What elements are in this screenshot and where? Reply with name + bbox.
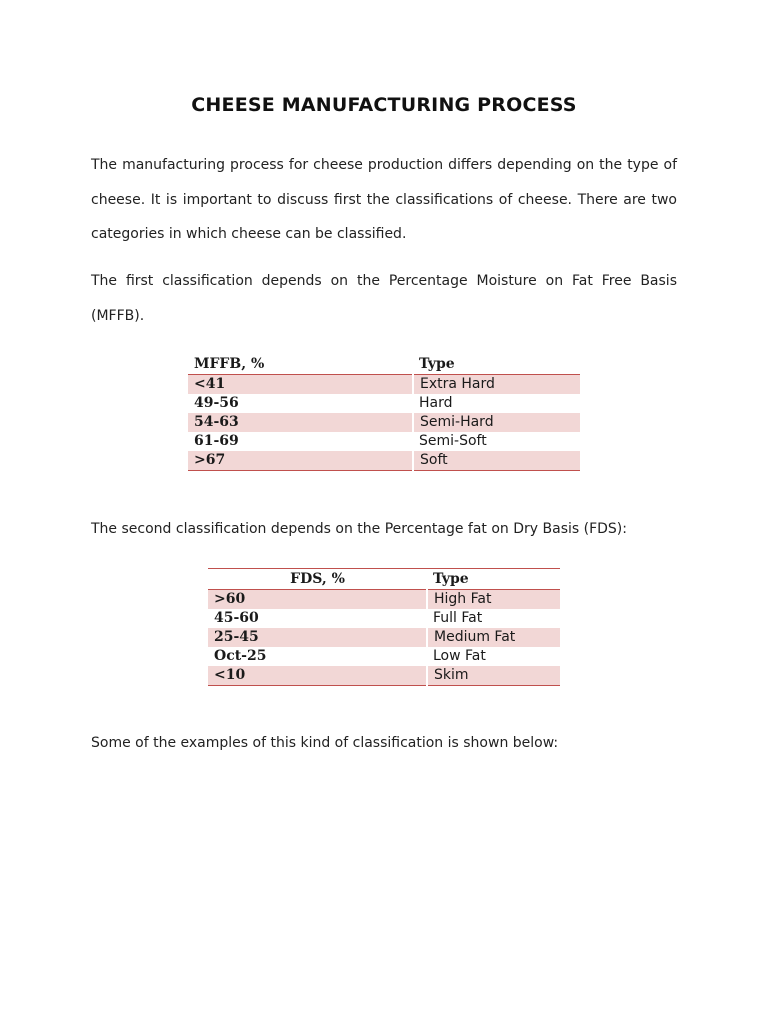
fds-value-cell: <10 — [208, 666, 427, 686]
cheese-type-cell: Extra Hard — [413, 375, 580, 395]
fds-classification-table — [208, 568, 560, 686]
table-header-row — [208, 569, 560, 590]
table-row — [188, 375, 580, 395]
fds-value-cell: >60 — [208, 590, 427, 610]
intro-paragraph: The manufacturing process for cheese production differs depending on the type of cheese. It is important to discuss first the classifications of cheese. There are two categories in which cheese can be classified. — [91, 157, 677, 242]
table-row — [188, 451, 580, 471]
column-header-type: Type — [413, 354, 580, 375]
mffb-value-cell: 49-56 — [194, 395, 239, 411]
mffb-value-cell: >67 — [188, 451, 413, 471]
fds-value-cell: 25-45 — [208, 628, 427, 647]
cheese-type-cell: Soft — [413, 451, 580, 471]
mffb-value-cell: 61-69 — [194, 433, 239, 449]
column-header-type: Type — [427, 569, 560, 590]
mffb-value-cell: <41 — [188, 375, 413, 395]
column-header-mffb: MFFB, % — [188, 354, 413, 375]
table-row — [208, 666, 560, 686]
table-header-row — [188, 354, 580, 375]
table-row — [208, 609, 560, 628]
table-row — [208, 628, 560, 647]
fds-value-cell: 45-60 — [214, 610, 259, 626]
cheese-type-cell: High Fat — [427, 590, 560, 610]
cheese-type-cell: Low Fat — [433, 648, 486, 664]
table-row — [188, 432, 580, 451]
mffb-value-cell: 54-63 — [188, 413, 413, 432]
table-row — [188, 394, 580, 413]
second-classification-paragraph: The second classification depends on the Percentage fat on Dry Basis (FDS): — [91, 521, 627, 537]
examples-paragraph: Some of the examples of this kind of classification is shown below: — [91, 735, 559, 751]
fds-value-cell: Oct-25 — [214, 648, 267, 664]
cheese-type-cell: Skim — [427, 666, 560, 686]
mffb-classification-table — [188, 354, 580, 471]
table-row — [208, 590, 560, 610]
cheese-type-cell: Hard — [419, 395, 453, 411]
cheese-type-cell: Full Fat — [433, 610, 483, 626]
cheese-type-cell: Semi-Hard — [413, 413, 580, 432]
table-row — [208, 647, 560, 666]
column-header-fds: FDS, % — [208, 569, 427, 590]
first-classification-paragraph: The first classification depends on the Percentage Moisture on Fat Free Basis (MFFB). — [91, 273, 677, 324]
document-title: CHEESE MANUFACTURING PROCESS — [191, 94, 577, 116]
table-row — [188, 413, 580, 432]
cheese-type-cell: Semi-Soft — [419, 433, 487, 449]
cheese-type-cell: Medium Fat — [427, 628, 560, 647]
